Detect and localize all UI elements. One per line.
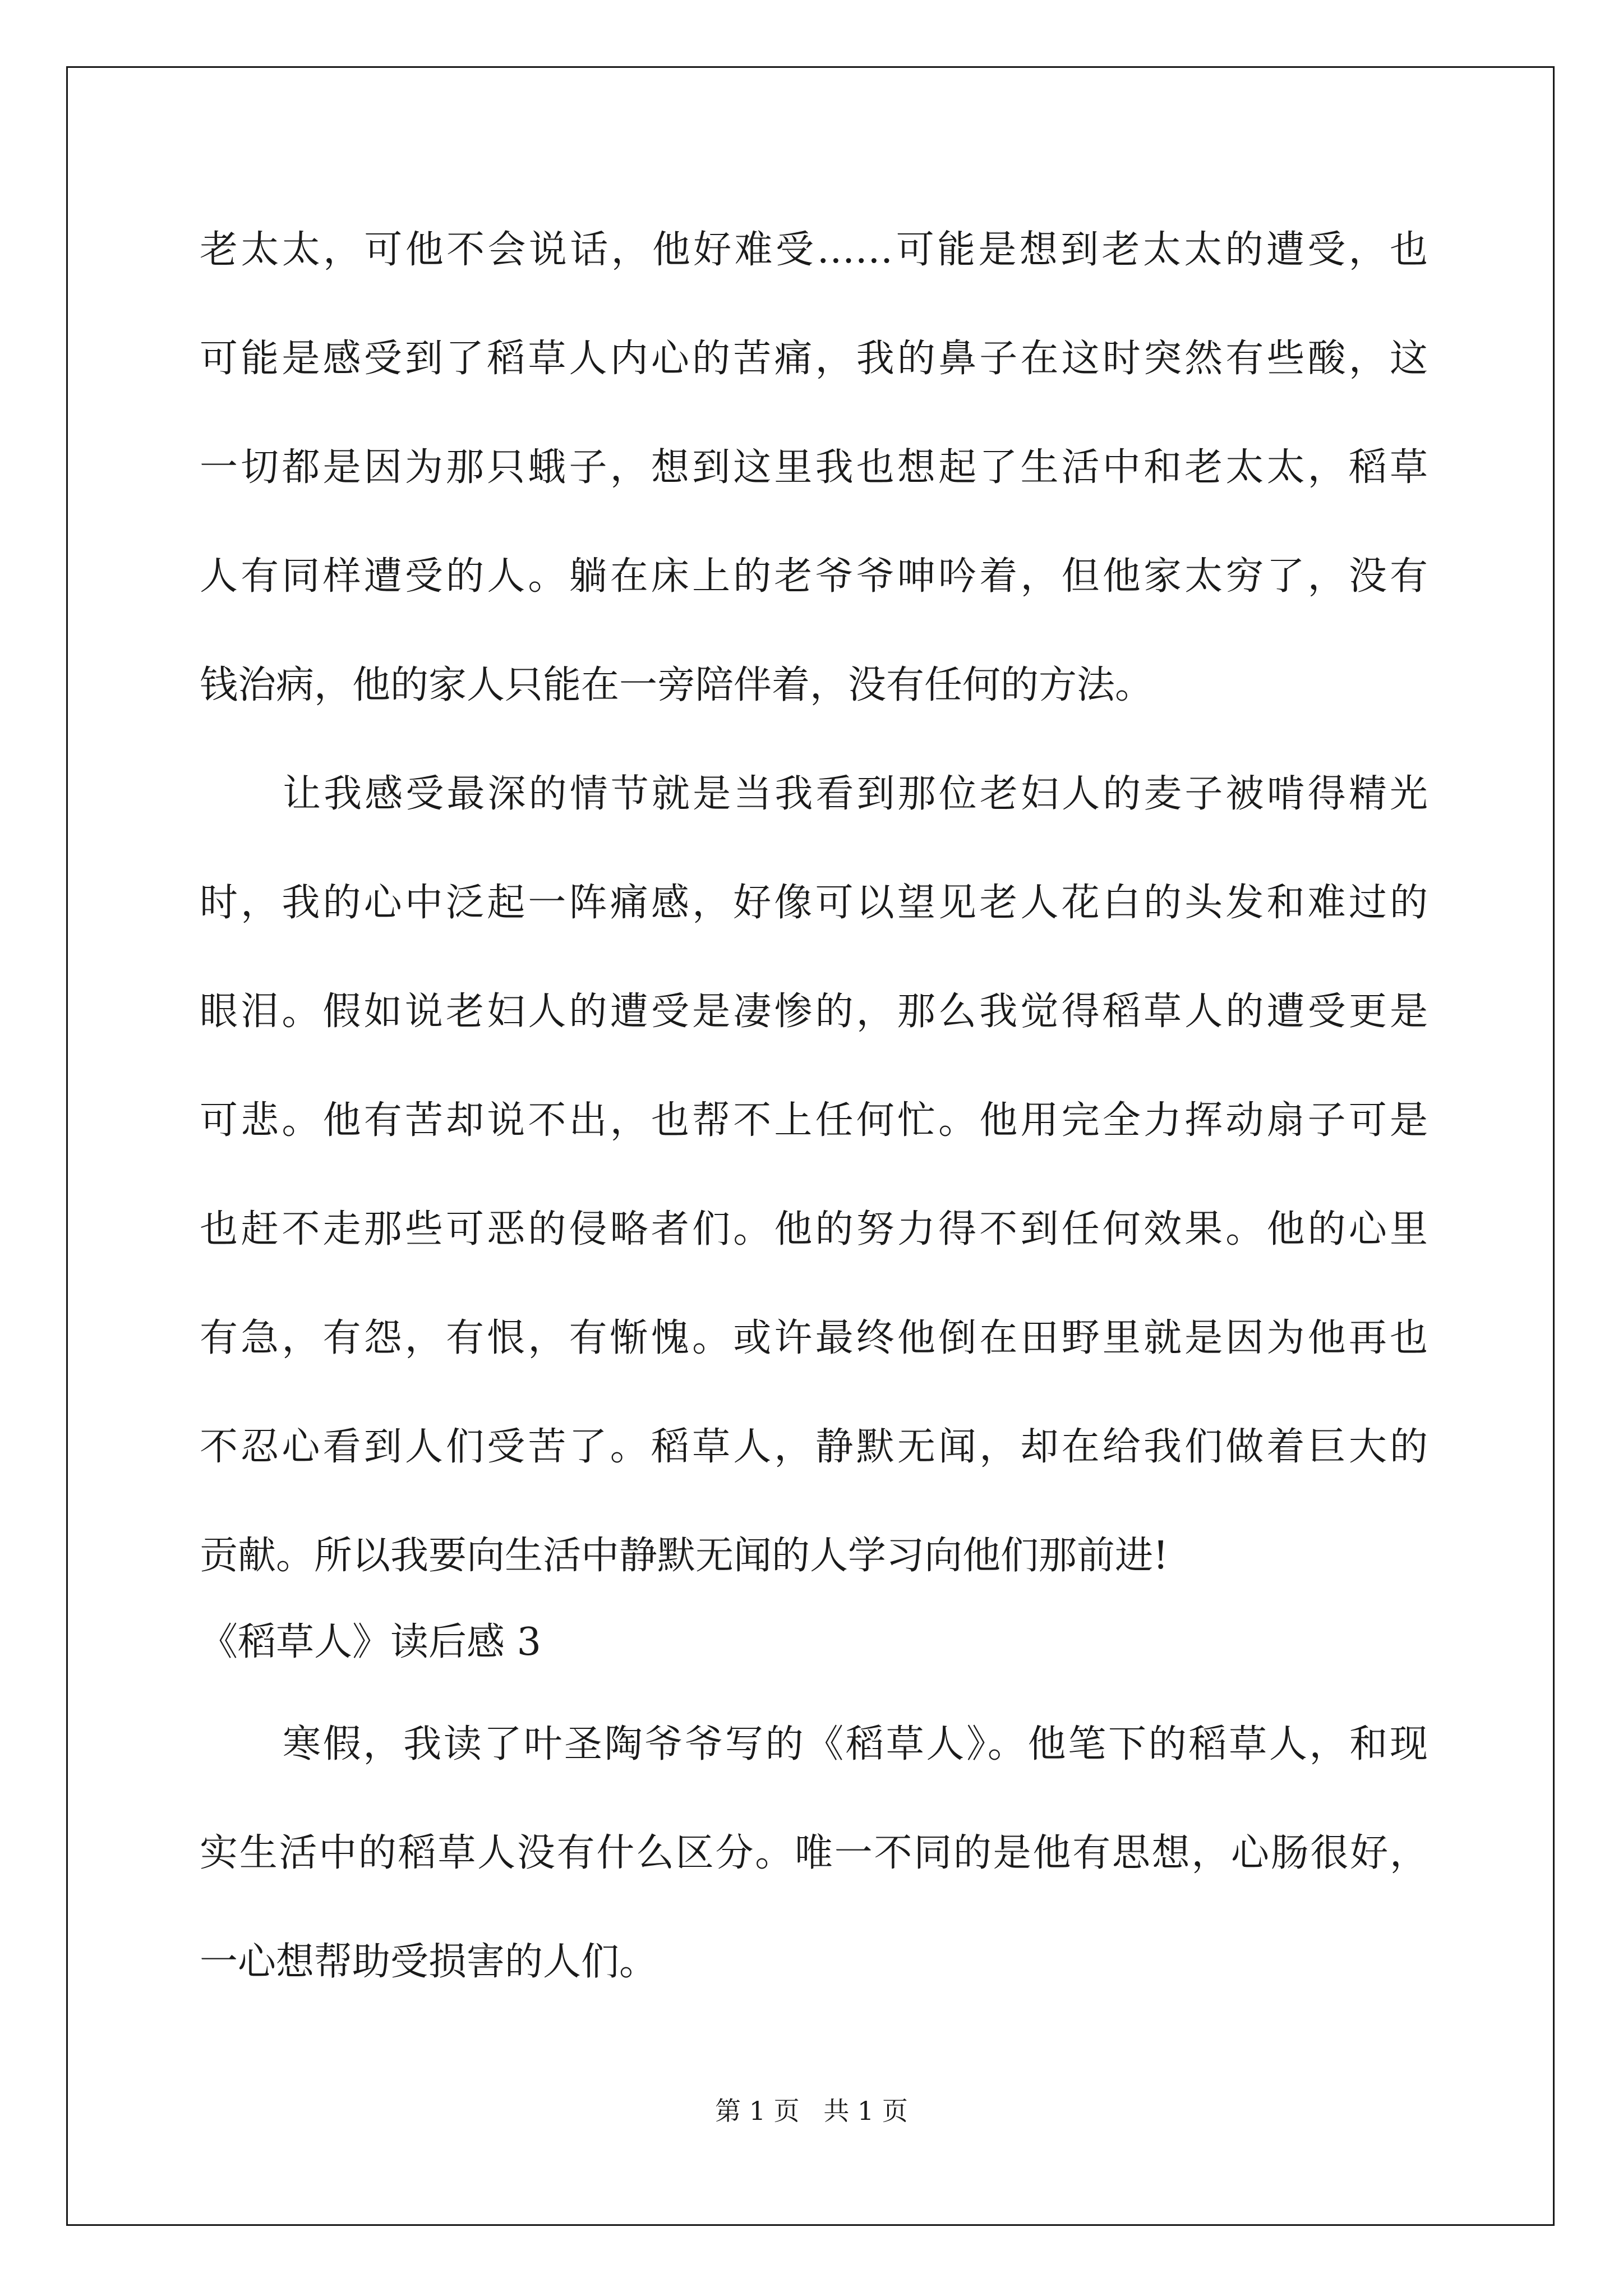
paragraph-1-line: 人有同样遭受的人。躺在床上的老爷爷呻吟着，但他家太穷了，没有: [200, 554, 1428, 599]
paragraph-1-line: 老太太，可他不会说话，他好难受……可能是想到老太太的遭受，也: [200, 228, 1428, 272]
paragraph-2-line: 不忍心看到人们受苦了。稻草人，静默无闻，却在给我们做着巨大的: [200, 1425, 1428, 1469]
paragraph-2-line: 让我感受最深的情节就是当我看到那位老妇人的麦子被啃得精光: [283, 772, 1428, 816]
page-footer: [0, 2094, 1623, 2128]
page-number: 第 1 页: [715, 2096, 800, 2126]
paragraph-2-line: 也赶不走那些可恶的侵略者们。他的努力得不到任何效果。他的心里: [200, 1207, 1428, 1251]
section-heading: 《稻草人》读后感 3: [200, 1620, 541, 1664]
paragraph-2-line: 贡献。所以我要向生活中静默无闻的人学习向他们那前进!: [200, 1534, 1169, 1578]
paragraph-2-line: 可悲。他有苦却说不出，也帮不上任何忙。他用完全力挥动扇子可是: [200, 1098, 1428, 1143]
page-total: 共 1 页: [823, 2096, 908, 2126]
paragraph-2-line: 有急，有怨，有恨，有惭愧。或许最终他倒在田野里就是因为他再也: [200, 1316, 1428, 1360]
paragraph-2-line: 眼泪。假如说老妇人的遭受是凄惨的，那么我觉得稻草人的遭受更是: [200, 990, 1428, 1034]
paragraph-3-line: 寒假，我读了叶圣陶爷爷写的《稻草人》。他笔下的稻草人，和现: [283, 1722, 1428, 1766]
paragraph-1-line: 钱治病，他的家人只能在一旁陪伴着，没有任何的方法。: [200, 663, 1154, 707]
paragraph-2-line: 时，我的心中泛起一阵痛感，好像可以望见老人花白的头发和难过的: [200, 881, 1428, 925]
paragraph-1-line: 一切都是因为那只蛾子，想到这里我也想起了生活中和老太太，稻草: [200, 445, 1428, 490]
paragraph-3-line: 实生活中的稻草人没有什么区分。唯一不同的是他有思想，心肠很好，: [200, 1831, 1428, 1875]
paragraph-3-line: 一心想帮助受损害的人们。: [200, 1940, 658, 1984]
paragraph-1-line: 可能是感受到了稻草人内心的苦痛，我的鼻子在这时突然有些酸，这: [200, 337, 1428, 381]
